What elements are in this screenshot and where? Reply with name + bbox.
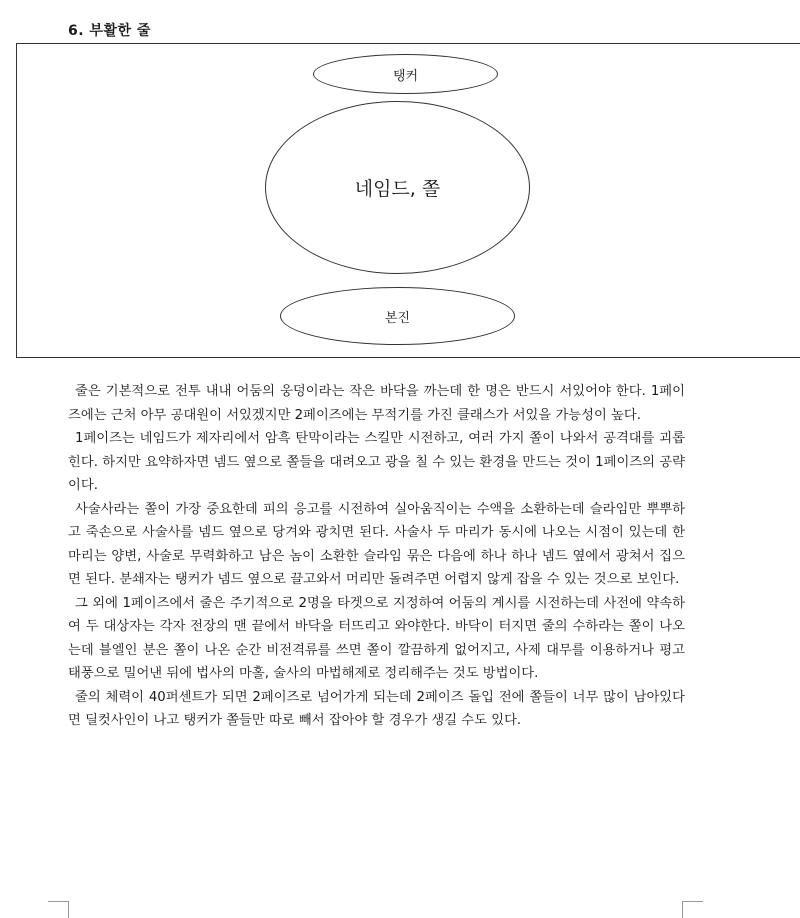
paragraph-revelation: 그 외에 1페이즈에서 줄은 주기적으로 2명을 타겟으로 지정하여 어둠의 계시를 시전하는데 사전에 약속하여 두 대상자는 각자 전장의 맨 끝에서 바닥을 터뜨리고 와야한다. 바닥이 터지면 줄의 수하라는 쫄이 나오는데 블엘인 분은 쫄이 나온 순간 비전격류를 쓰면 쫄이 깔끔하게 없어지고, 사제 대무를 이용하거나 평고 태풍으로 밀어낸 뒤에 법사의 마홀, 술사의 마법해제로 정리해주는 것도 방법이다. (68, 595, 685, 681)
tank-position-ellipse (313, 54, 498, 94)
raid-position-diagram (16, 43, 800, 358)
paragraph-phase1: 1페이즈는 네임드가 제자리에서 암흑 탄막이라는 스킬만 시전하고, 여러 가지 쫄이 나와서 공격대를 괴롭힌다. 하지만 요약하자면 넴드 옆으로 쫄들을 대려오고 광을 칠 수 있는 환경을 만드는 것이 1페이즈의 공략이다. (68, 431, 685, 493)
paragraph-phase2-transition: 줄의 체력이 40퍼센트가 되면 2페이즈로 넘어가게 되는데 2페이즈 돌입 전에 쫄들이 너무 많이 남아있다면 딜컷사인이 나고 탱커가 쫄들만 따로 빼서 잡아야 할 경우가 생길 수도 있다. (68, 689, 685, 728)
main-group-position-ellipse (280, 287, 515, 345)
boss-adds-position-label: 네임드, 쫄 (354, 178, 441, 200)
page-corner-mark-right (682, 901, 703, 918)
tank-position-label: 탱커 (392, 68, 419, 84)
main-group-position-label: 본진 (384, 310, 411, 326)
page-corner-mark-left (48, 901, 69, 918)
strategy-body-text (68, 380, 685, 733)
boss-adds-position-ellipse (265, 101, 530, 274)
section-heading: 6. 부활한 줄 (68, 23, 151, 39)
paragraph-sorcerer: 사술사라는 쫄이 가장 중요한데 피의 응고를 시전하여 실아움직이는 수액을 소환하는데 슬라임만 뿌뿌하고 죽손으로 사술사를 넴드 옆으로 당겨와 광치면 된다. 사술사 두 마리가 동시에 나오는 시점이 있는데 한 마리는 양변, 사술로 무력화하고 남은 놈이 소환한 슬라임 묶은 다음에 하나 하나 넴드 옆에서 광쳐서 집으면 된다. 분쇄자는 탱커가 넴드 옆으로 끌고와서 머리만 돌려주면 어렵지 않게 잡을 수 있는 것으로 보인다. (68, 501, 685, 587)
paragraph-overview: 줄은 기본적으로 전투 내내 어둠의 웅덩이라는 작은 바닥을 까는데 한 명은 반드시 서있어야 한다. 1페이즈에는 근처 아무 공대원이 서있겠지만 2페이즈에는 무적기를 가진 클래스가 서있을 가능성이 높다. (68, 384, 685, 423)
